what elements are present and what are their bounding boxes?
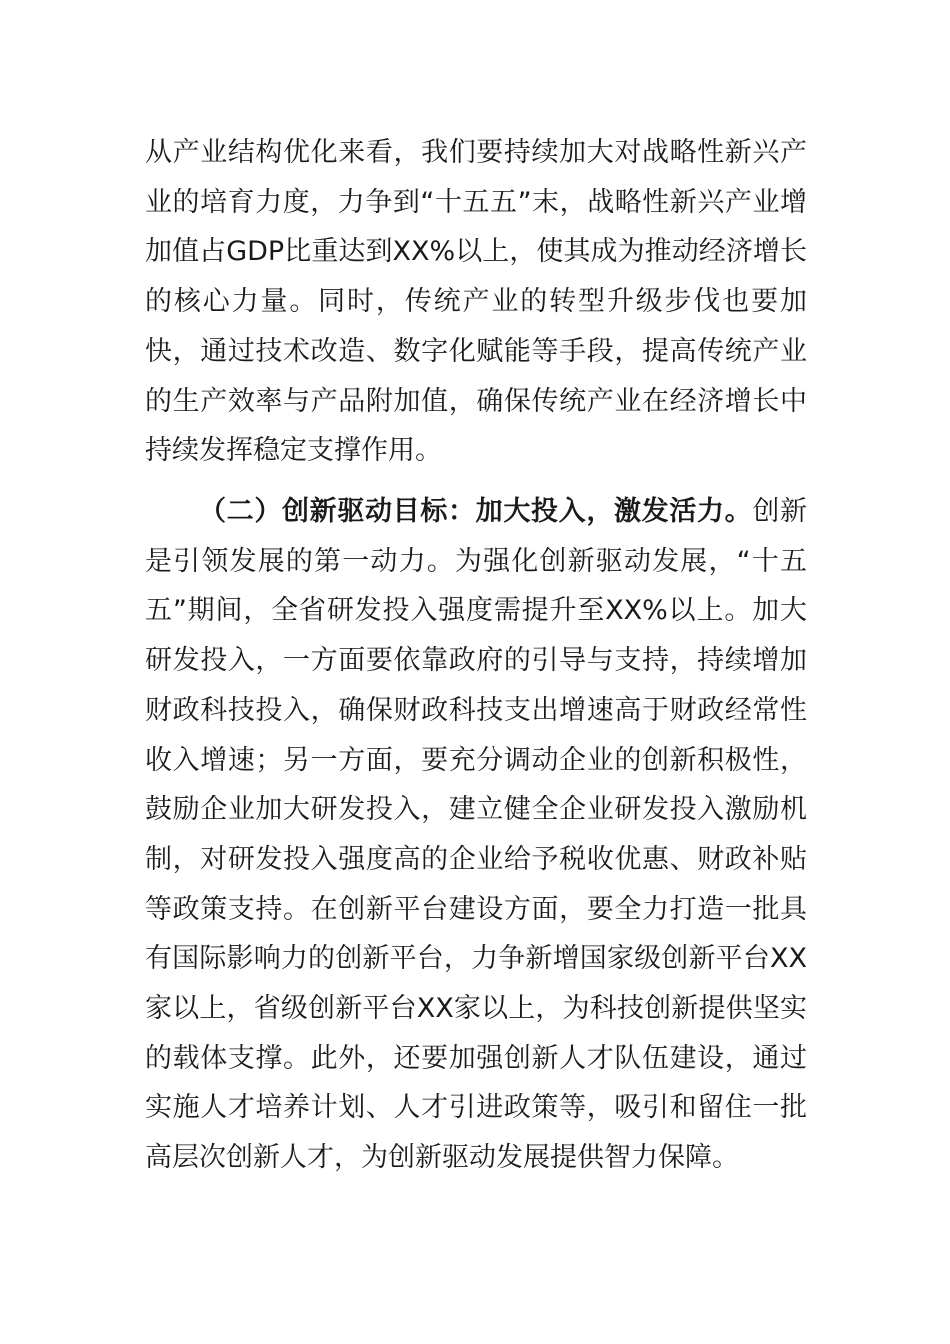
- paragraph-innovation-goal: [145, 487, 807, 1183]
- paragraph-industrial-structure: [145, 128, 807, 476]
- paragraph-body-text: 从产业结构优化来看，我们要持续加大对战略性新兴产业的培育力度，力争到“十五五”末，战略性新兴产业增加值占GDP比重达到XX%以上，使其成为推动经济增长的核心力量。同时，传统产业的转型升级步伐也要加快，通过技术改造、数字化赋能等手段，提高传统产业的生产效率与产品附加值，确保传统产业在经济增长中持续发挥稳定支撑作用。: [145, 137, 807, 467]
- paragraph-body-text: 创新是引领发展的第一动力。为强化创新驱动发展，“十五五”期间，全省研发投入强度需提升至XX%以上。加大研发投入，一方面要依靠政府的引导与支持，持续增加财政科技投入，确保财政科技支出增速高于财政经常性收入增速；另一方面，要充分调动企业的创新积极性，鼓励企业加大研发投入，建立健全企业研发投入激励机制，对研发投入强度高的企业给予税收优惠、财政补贴等政策支持。在创新平台建设方面，要全力打造一批具有国际影响力的创新平台，力争新增国家级创新平台XX家以上，省级创新平台XX家以上，为科技创新提供坚实的载体支撑。此外，还要加强创新人才队伍建设，通过实施人才培养计划、人才引进政策等，吸引和留住一批高层次创新人才，为创新驱动发展提供智力保障。: [145, 496, 808, 1174]
- section-heading: （二）创新驱动目标：加大投入，激发活力。: [199, 496, 753, 527]
